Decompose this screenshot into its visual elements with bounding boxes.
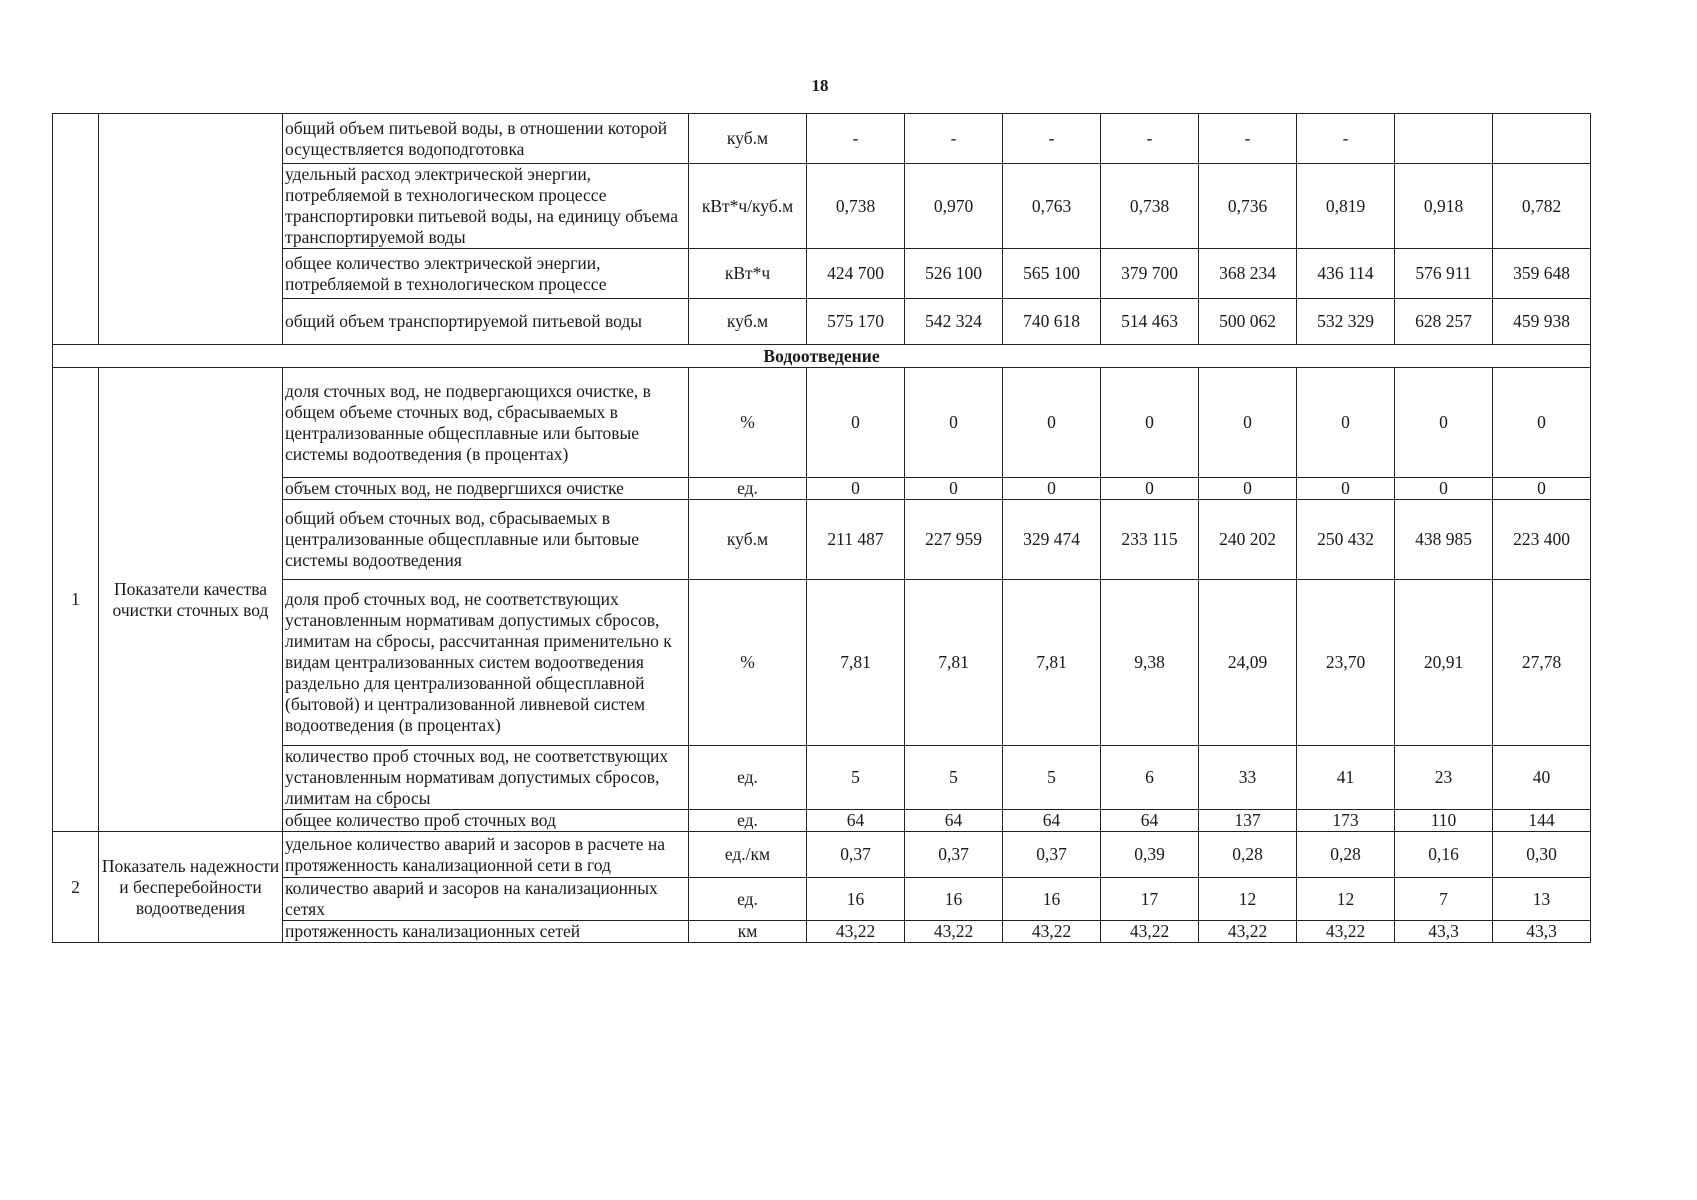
value-cell: - [1101, 114, 1199, 164]
table-row [53, 580, 1591, 746]
table-row [53, 249, 1591, 299]
value-cell: 12 [1199, 878, 1297, 921]
value-cell: 227 959 [905, 500, 1003, 580]
unit-cell: куб.м [689, 500, 807, 580]
value-cell: 0 [1395, 478, 1493, 500]
value-cell: 64 [905, 810, 1003, 832]
value-cell: 532 329 [1297, 299, 1395, 345]
group-number: 1 [53, 368, 99, 832]
value-cell: - [1003, 114, 1101, 164]
table-row [53, 114, 1591, 164]
unit-cell: ед. [689, 878, 807, 921]
value-cell: 0,782 [1493, 164, 1591, 249]
indicator-cell: количество аварий и засоров на канализационных сетях [283, 878, 689, 921]
value-cell: 17 [1101, 878, 1199, 921]
value-cell: 576 911 [1395, 249, 1493, 299]
value-cell: 211 487 [807, 500, 905, 580]
value-cell: 0,16 [1395, 832, 1493, 878]
unit-cell: кВт*ч/куб.м [689, 164, 807, 249]
indicator-cell: общий объем сточных вод, сбрасываемых в централизованные общесплавные или бытовые системы водоотведения [283, 500, 689, 580]
value-cell [1493, 114, 1591, 164]
unit-cell: ед. [689, 810, 807, 832]
value-cell: 379 700 [1101, 249, 1199, 299]
value-cell: 575 170 [807, 299, 905, 345]
value-cell: 0 [905, 368, 1003, 478]
value-cell: 43,22 [1297, 921, 1395, 943]
value-cell: 20,91 [1395, 580, 1493, 746]
indicator-cell: общее количество электрической энергии, потребляемой в технологическом процессе [283, 249, 689, 299]
value-cell: 0,37 [905, 832, 1003, 878]
table-row [53, 500, 1591, 580]
indicator-cell: протяженность канализационных сетей [283, 921, 689, 943]
indicator-cell: общий объем питьевой воды, в отношении которой осуществляется водоподготовка [283, 114, 689, 164]
value-cell: 16 [807, 878, 905, 921]
value-cell: 16 [1003, 878, 1101, 921]
section-title: Водоотведение [53, 345, 1591, 368]
indicator-cell: общее количество проб сточных вод [283, 810, 689, 832]
value-cell: 514 463 [1101, 299, 1199, 345]
group-cell-empty [99, 114, 283, 345]
value-cell: - [905, 114, 1003, 164]
value-cell: 368 234 [1199, 249, 1297, 299]
value-cell: 0,28 [1297, 832, 1395, 878]
value-cell: 7,81 [905, 580, 1003, 746]
unit-cell: % [689, 580, 807, 746]
value-cell: 240 202 [1199, 500, 1297, 580]
value-cell: 0 [1199, 478, 1297, 500]
value-cell: 43,22 [905, 921, 1003, 943]
number-cell-empty [53, 114, 99, 345]
value-cell: 43,22 [1003, 921, 1101, 943]
value-cell: 250 432 [1297, 500, 1395, 580]
value-cell: 424 700 [807, 249, 905, 299]
value-cell: 7,81 [807, 580, 905, 746]
unit-cell: ед./км [689, 832, 807, 878]
value-cell: 0,736 [1199, 164, 1297, 249]
page-number: 18 [811, 76, 829, 95]
value-cell: 0 [1493, 368, 1591, 478]
value-cell: 0,738 [1101, 164, 1199, 249]
value-cell: 0 [807, 478, 905, 500]
value-cell: - [1199, 114, 1297, 164]
value-cell: 0,918 [1395, 164, 1493, 249]
value-cell: 500 062 [1199, 299, 1297, 345]
value-cell: 110 [1395, 810, 1493, 832]
value-cell: 565 100 [1003, 249, 1101, 299]
table-body [53, 114, 1591, 943]
value-cell: 43,22 [1199, 921, 1297, 943]
indicator-cell: удельный расход электрической энергии, потребляемой в технологическом процессе транспортировки питьевой воды, на единицу объема транспортируемой воды [283, 164, 689, 249]
value-cell: 137 [1199, 810, 1297, 832]
value-cell: 144 [1493, 810, 1591, 832]
table-row [53, 921, 1591, 943]
group-name: Показатель надежности и бесперебойности водоотведения [99, 832, 283, 943]
value-cell: 0,970 [905, 164, 1003, 249]
indicator-cell: объем сточных вод, не подвергшихся очистке [283, 478, 689, 500]
value-cell: 0 [1101, 368, 1199, 478]
value-cell: 0,763 [1003, 164, 1101, 249]
value-cell: 6 [1101, 746, 1199, 810]
value-cell: 526 100 [905, 249, 1003, 299]
indicator-cell: общий объем транспортируемой питьевой воды [283, 299, 689, 345]
table-row [53, 164, 1591, 249]
section-header-row [53, 345, 1591, 368]
value-cell: 628 257 [1395, 299, 1493, 345]
value-cell: 13 [1493, 878, 1591, 921]
value-cell: 0,28 [1199, 832, 1297, 878]
indicator-cell: доля сточных вод, не подвергающихся очистке, в общем объеме сточных вод, сбрасываемых в централизованные общесплавные или бытовые системы водоотведения (в процентах) [283, 368, 689, 478]
value-cell: 40 [1493, 746, 1591, 810]
value-cell: 12 [1297, 878, 1395, 921]
value-cell: 359 648 [1493, 249, 1591, 299]
value-cell: 24,09 [1199, 580, 1297, 746]
value-cell: 173 [1297, 810, 1395, 832]
value-cell: 43,3 [1493, 921, 1591, 943]
table-row [53, 878, 1591, 921]
table-row [53, 299, 1591, 345]
value-cell: 0 [1297, 478, 1395, 500]
value-cell: 5 [807, 746, 905, 810]
value-cell: 64 [1101, 810, 1199, 832]
indicator-cell: количество проб сточных вод, не соответствующих установленным нормативам допустимых сбросов, лимитам на сбросы [283, 746, 689, 810]
value-cell: 7,81 [1003, 580, 1101, 746]
value-cell: 0,37 [807, 832, 905, 878]
value-cell: - [807, 114, 905, 164]
value-cell: 7 [1395, 878, 1493, 921]
value-cell: 438 985 [1395, 500, 1493, 580]
value-cell: 16 [905, 878, 1003, 921]
value-cell: 23 [1395, 746, 1493, 810]
table-row [53, 368, 1591, 478]
group-name: Показатели качества очистки сточных вод [99, 368, 283, 832]
unit-cell: ед. [689, 746, 807, 810]
group-number: 2 [53, 832, 99, 943]
value-cell: 0,30 [1493, 832, 1591, 878]
value-cell: 0,37 [1003, 832, 1101, 878]
indicator-cell: доля проб сточных вод, не соответствующих установленным нормативам допустимых сбросов, лимитам на сбросы, рассчитанная применительно к видам централизованных систем водоотведения раздельно для централизованной общесплавной (бытовой) и централизованной ливневой систем водоотведения (в процентах) [283, 580, 689, 746]
value-cell: 0 [1395, 368, 1493, 478]
value-cell: 5 [1003, 746, 1101, 810]
value-cell: 436 114 [1297, 249, 1395, 299]
value-cell: 0 [1003, 368, 1101, 478]
value-cell: 0,39 [1101, 832, 1199, 878]
table-row [53, 478, 1591, 500]
unit-cell: куб.м [689, 299, 807, 345]
value-cell: 0 [807, 368, 905, 478]
value-cell: 27,78 [1493, 580, 1591, 746]
indicator-cell: удельное количество аварий и засоров в расчете на протяженность канализационной сети в год [283, 832, 689, 878]
unit-cell: км [689, 921, 807, 943]
value-cell: 64 [807, 810, 905, 832]
value-cell: 0 [1199, 368, 1297, 478]
value-cell: 43,3 [1395, 921, 1493, 943]
value-cell: 0 [1493, 478, 1591, 500]
value-cell: 0,738 [807, 164, 905, 249]
value-cell: 233 115 [1101, 500, 1199, 580]
unit-cell: куб.м [689, 114, 807, 164]
value-cell: 0 [1101, 478, 1199, 500]
value-cell: 43,22 [1101, 921, 1199, 943]
value-cell: 33 [1199, 746, 1297, 810]
value-cell: 5 [905, 746, 1003, 810]
value-cell: - [1297, 114, 1395, 164]
value-cell: 0 [1003, 478, 1101, 500]
table-row [53, 832, 1591, 878]
unit-cell: кВт*ч [689, 249, 807, 299]
table-row [53, 746, 1591, 810]
value-cell: 0 [1297, 368, 1395, 478]
value-cell: 9,38 [1101, 580, 1199, 746]
unit-cell: % [689, 368, 807, 478]
value-cell: 43,22 [807, 921, 905, 943]
value-cell: 542 324 [905, 299, 1003, 345]
table-row [53, 810, 1591, 832]
value-cell: 740 618 [1003, 299, 1101, 345]
unit-cell: ед. [689, 478, 807, 500]
value-cell: 0 [905, 478, 1003, 500]
value-cell: 459 938 [1493, 299, 1591, 345]
value-cell [1395, 114, 1493, 164]
value-cell: 0,819 [1297, 164, 1395, 249]
value-cell: 41 [1297, 746, 1395, 810]
value-cell: 23,70 [1297, 580, 1395, 746]
value-cell: 223 400 [1493, 500, 1591, 580]
value-cell: 64 [1003, 810, 1101, 832]
value-cell: 329 474 [1003, 500, 1101, 580]
indicators-table [52, 113, 1591, 943]
